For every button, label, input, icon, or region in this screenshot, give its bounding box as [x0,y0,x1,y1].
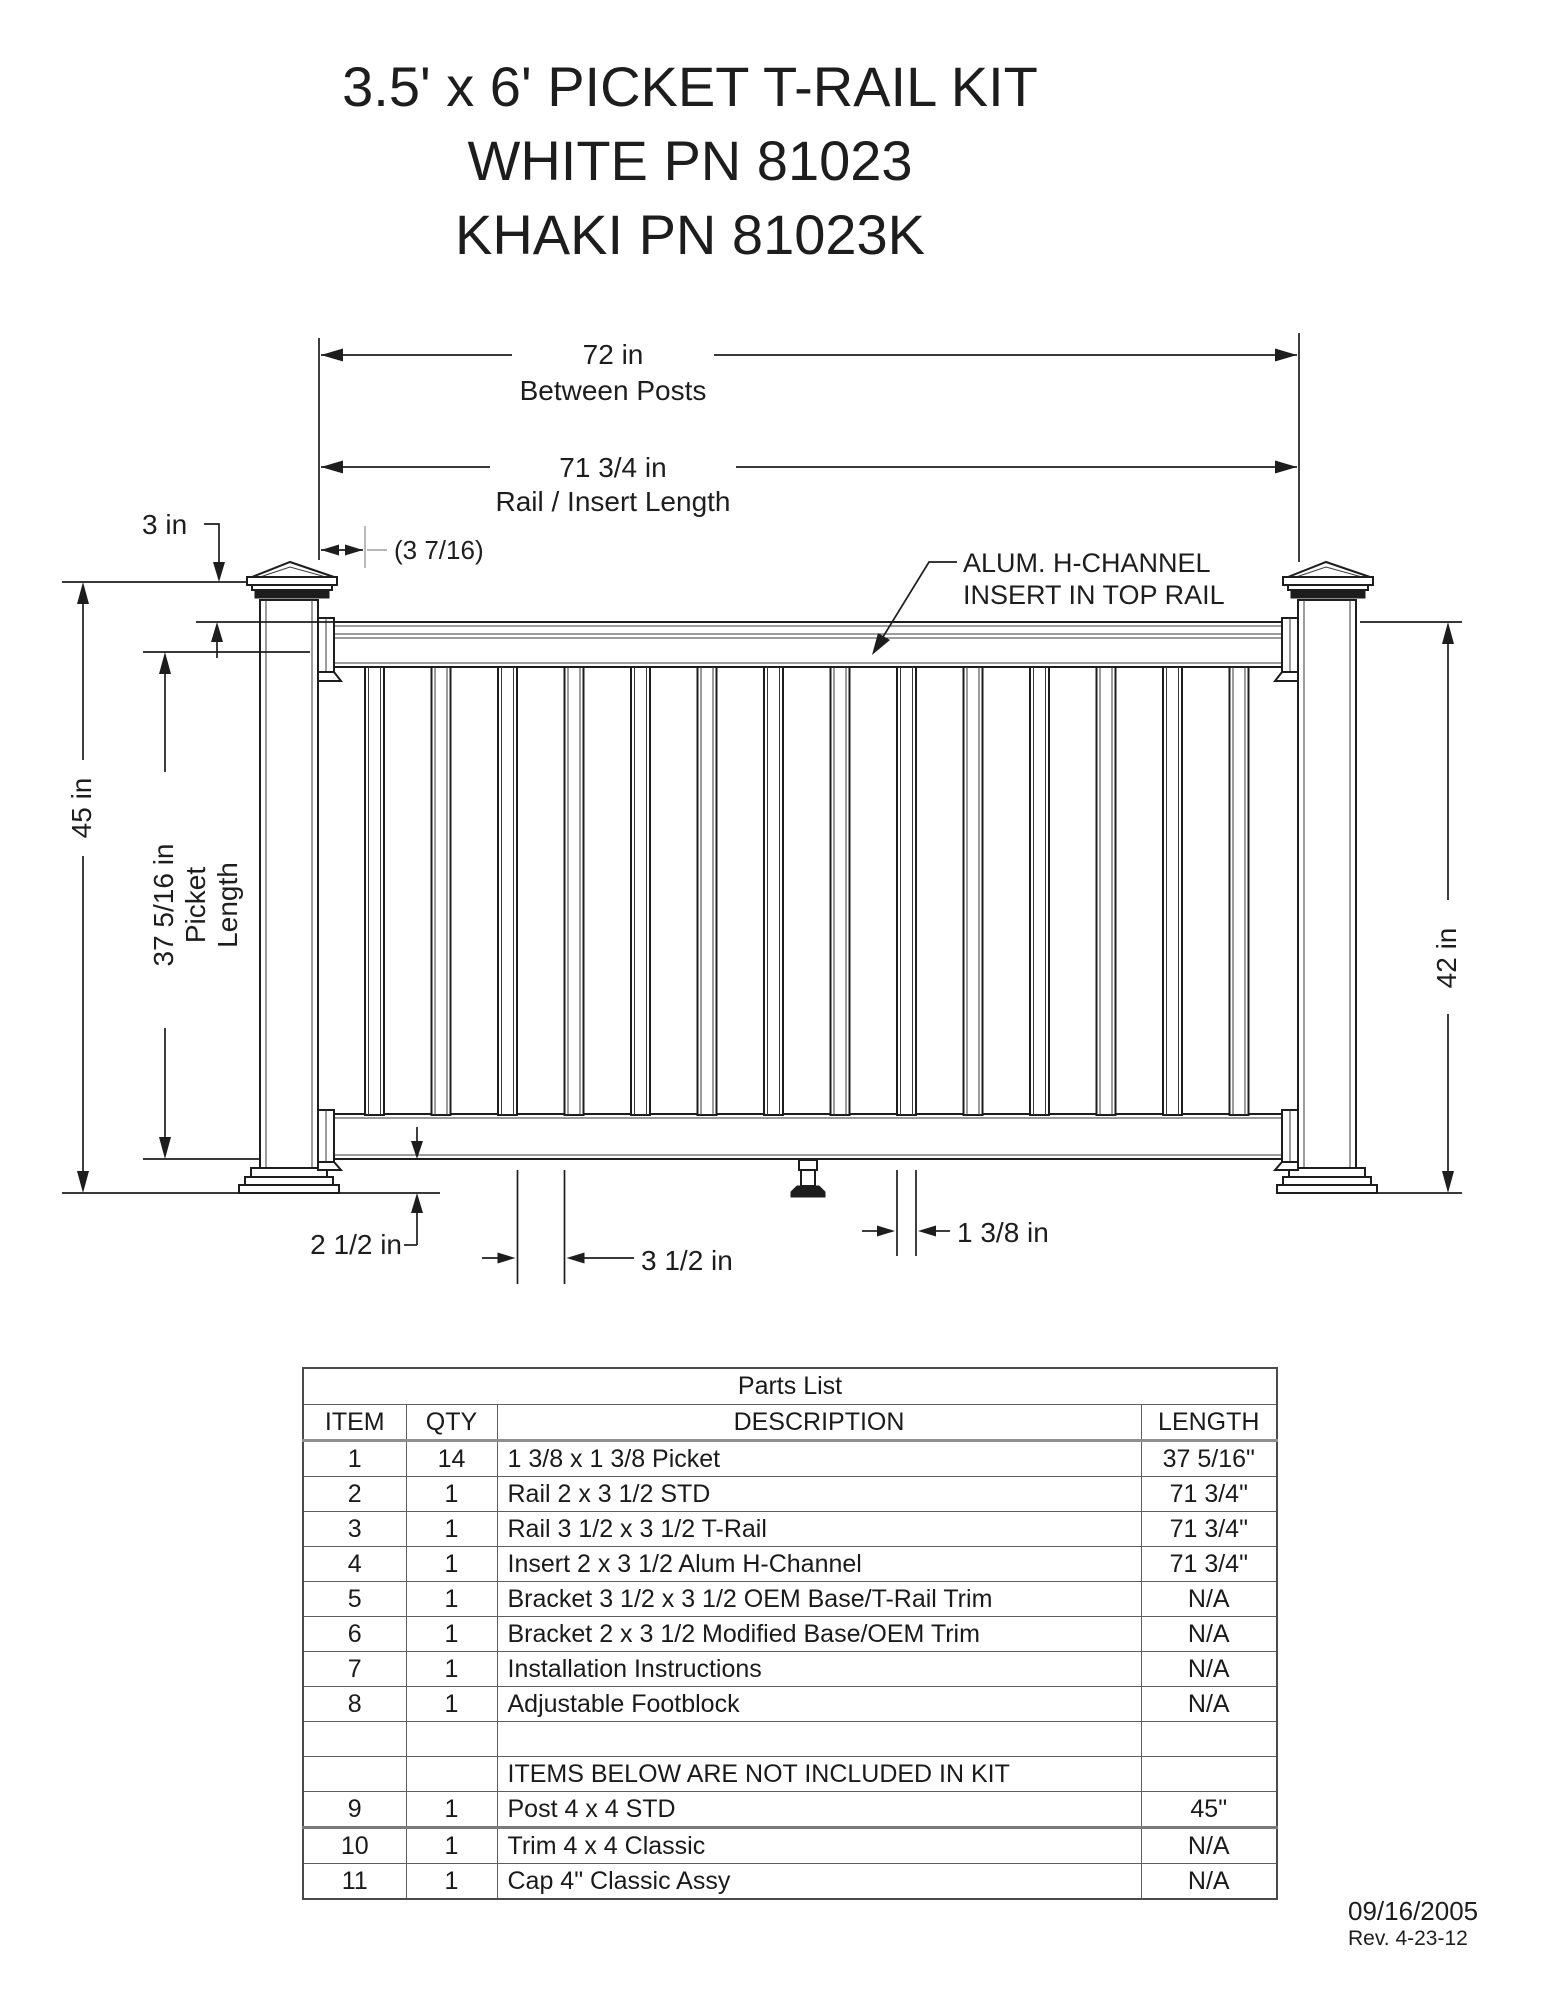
parts-cell: N/A [1141,1828,1277,1864]
picket [565,667,584,1115]
parts-cell: Bracket 3 1/2 x 3 1/2 OEM Base/T-Rail Trim [497,1582,1141,1617]
parts-cell: Cap 4" Classic Assy [497,1864,1141,1900]
parts-cell [1141,1722,1277,1757]
title-line-1: 3.5' x 6' PICKET T-RAIL KIT [342,55,1038,118]
dim-picket-length-value: 37 5/16 in [148,843,179,967]
parts-row [303,1441,1277,1477]
column-header-description: DESCRIPTION [497,1405,1141,1441]
parts-cell: 1 [303,1441,406,1477]
parts-row [303,1547,1277,1582]
parts-cell: Insert 2 x 3 1/2 Alum H-Channel [497,1547,1141,1582]
dim-picket-length-label2: Length [212,862,243,948]
parts-cell: 3 [303,1512,406,1547]
parts-cell [406,1757,497,1792]
h-channel-callout [872,548,1225,655]
parts-list-title: Parts List [303,1368,1277,1405]
rail-brackets [318,618,1298,1170]
parts-row [303,1722,1277,1757]
parts-row [303,1512,1277,1547]
left-post-cap [247,562,337,598]
dimension-end-gap [321,526,484,568]
picket [1097,667,1116,1115]
parts-cell: 1 3/8 x 1 3/8 Picket [497,1441,1141,1477]
dim-picket-length-label1: Picket [180,866,211,944]
parts-cell: 1 [406,1477,497,1512]
picket [1030,667,1049,1115]
parts-row [303,1617,1277,1652]
parts-cell: 11 [303,1864,406,1900]
parts-cell: 4 [303,1547,406,1582]
parts-cell: ITEMS BELOW ARE NOT INCLUDED IN KIT [497,1757,1141,1792]
parts-cell: Rail 3 1/2 x 3 1/2 T-Rail [497,1512,1141,1547]
parts-cell: 45" [1141,1792,1277,1828]
right-post-cap [1283,562,1373,598]
parts-cell: 71 3/4" [1141,1477,1277,1512]
parts-cell: N/A [1141,1582,1277,1617]
parts-cell: 1 [406,1687,497,1722]
parts-cell: 1 [406,1792,497,1828]
parts-cell: Trim 4 x 4 Classic [497,1828,1141,1864]
dimension-between-posts [319,333,1299,562]
parts-cell: Post 4 x 4 STD [497,1792,1141,1828]
parts-row [303,1828,1277,1864]
parts-row [303,1477,1277,1512]
parts-row [303,1652,1277,1687]
dim-rail-insert-label: Rail / Insert Length [495,486,731,517]
issue-date: 09/16/2005 [1348,1896,1479,1926]
parts-cell: 1 [406,1582,497,1617]
adjustable-footblock [791,1160,825,1197]
dim-end-gap-label: (3 7/16) [394,535,484,565]
picket [631,667,650,1115]
parts-cell: 1 [406,1652,497,1687]
parts-cell: 5 [303,1582,406,1617]
title-line-2: WHITE PN 81023 [467,129,913,192]
title-line-3: KHAKI PN 81023K [454,203,926,266]
parts-cell [497,1722,1141,1757]
parts-cell: N/A [1141,1687,1277,1722]
parts-cell: 6 [303,1617,406,1652]
picket [698,667,717,1115]
top-rail [334,622,1282,667]
parts-list-table [302,1367,1278,1900]
bottom-rail [334,1114,1282,1159]
revision-block [1348,1896,1478,1952]
parts-cell: Rail 2 x 3 1/2 STD [497,1477,1141,1512]
left-post-base-trim [239,1168,339,1193]
dim-picket-width-label: 1 3/8 in [957,1217,1049,1248]
dim-picket-gap-label: 3 1/2 in [641,1245,733,1276]
parts-cell: 10 [303,1828,406,1864]
parts-row [303,1757,1277,1792]
parts-row [303,1864,1277,1900]
column-header-qty: QTY [406,1405,497,1441]
parts-cell: 7 [303,1652,406,1687]
parts-cell [303,1757,406,1792]
parts-cell: 1 [406,1547,497,1582]
parts-cell: 8 [303,1687,406,1722]
h-channel-callout-line2: INSERT IN TOP RAIL [963,580,1225,610]
parts-cell [406,1722,497,1757]
picket [498,667,517,1115]
pickets [365,667,1249,1115]
picket [831,667,850,1115]
parts-cell: N/A [1141,1617,1277,1652]
parts-cell: 37 5/16" [1141,1441,1277,1477]
parts-row [303,1687,1277,1722]
parts-cell: Adjustable Footblock [497,1687,1141,1722]
parts-cell: 1 [406,1864,497,1900]
parts-cell: N/A [1141,1652,1277,1687]
dimension-rail-insert-length [321,452,1297,517]
parts-cell: 2 [303,1477,406,1512]
dim-rail-insert-value: 71 3/4 in [559,452,667,483]
right-post-base-trim [1277,1168,1377,1193]
dim-between-posts-value: 72 in [582,339,644,370]
parts-cell [1141,1757,1277,1792]
parts-row [303,1792,1277,1828]
parts-cell: 1 [406,1617,497,1652]
parts-cell: Bracket 2 x 3 1/2 Modified Base/OEM Trim [497,1617,1141,1652]
parts-cell: 1 [406,1512,497,1547]
picket [365,667,384,1115]
dim-rail-height-label: 42 in [1431,927,1462,989]
dim-ground-gap-label: 2 1/2 in [310,1229,402,1260]
revision-date: Rev. 4-23-12 [1348,1927,1468,1950]
parts-cell: 14 [406,1441,497,1477]
picket [1230,667,1249,1115]
dimension-rail-height [1360,622,1462,1193]
dim-cap-clearance-label: 3 in [142,509,188,540]
parts-cell [303,1722,406,1757]
parts-cell: Installation Instructions [497,1652,1141,1687]
h-channel-callout-line1: ALUM. H-CHANNEL [963,548,1211,578]
column-header-length: LENGTH [1141,1405,1277,1441]
dimension-picket-width [862,1170,1049,1256]
parts-list-header-row [303,1405,1277,1441]
picket [964,667,983,1115]
dimension-picket-gap [482,1170,733,1284]
parts-cell: 1 [406,1828,497,1864]
dim-post-height-label: 45 in [66,777,97,839]
picket [1163,667,1182,1115]
parts-row [303,1582,1277,1617]
parts-list-title-row [303,1368,1277,1405]
picket [764,667,783,1115]
parts-cell: 71 3/4" [1141,1547,1277,1582]
column-header-item: ITEM [303,1405,406,1441]
parts-cell: 9 [303,1792,406,1828]
dim-between-posts-label: Between Posts [519,375,707,406]
picket [897,667,916,1115]
picket [432,667,451,1115]
parts-cell: N/A [1141,1864,1277,1900]
parts-cell: 71 3/4" [1141,1512,1277,1547]
